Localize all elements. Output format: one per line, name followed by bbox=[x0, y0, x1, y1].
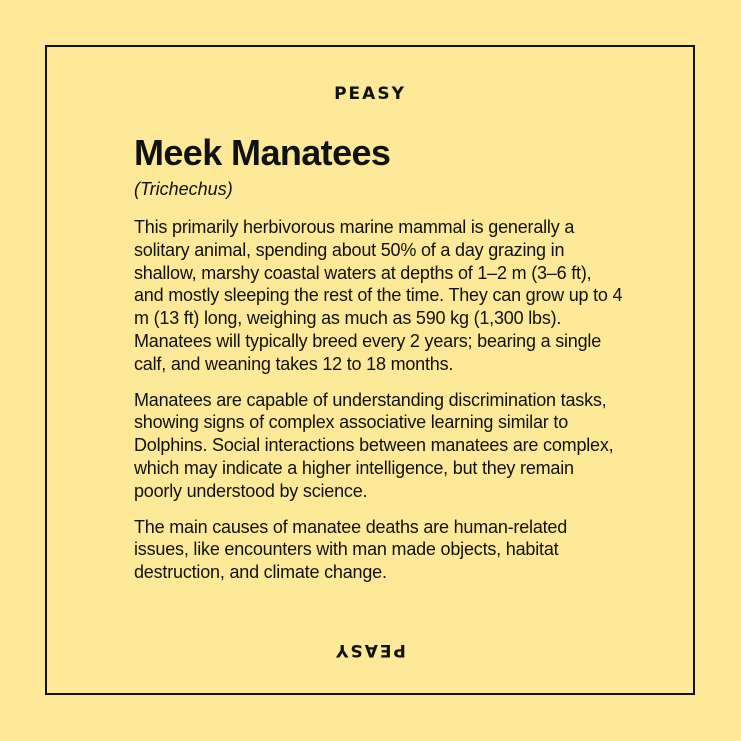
brand-label-bottom-inverted: PEASY bbox=[334, 640, 406, 660]
scientific-name: (Trichechus) bbox=[134, 179, 233, 199]
brand-label-top: PEASY bbox=[334, 84, 406, 104]
paragraph-threats: The main causes of manatee deaths are human-related issues, like encounters with man made objects, habitat destruction, and climate change. bbox=[134, 516, 568, 583]
page-title: Meek Manatees bbox=[134, 132, 391, 173]
paragraph-intelligence: Manatees are capable of understanding discrimination tasks, showing signs of complex associative learning similar to Dolphins. Social interactions between manatees are complex, which may indicate a higher intelligence, but they remain poorly understood by science. bbox=[134, 389, 614, 501]
card-content bbox=[134, 132, 624, 597]
paragraph-biology: This primarily herbivorous marine mammal is generally a solitary animal, spending about 50% of a day grazing in shallow, marshy coastal waters at depths of 1–2 m (3–6 ft), and mostly sleeping the rest of the time. They can grow up to 4 m (13 ft) long, weighing as much as 590 kg (1,300 lbs). Manatees will typically breed every 2 years; bearing a single calf, and weaning takes 12 to 18 months. bbox=[134, 217, 623, 374]
card-frame bbox=[45, 45, 695, 695]
